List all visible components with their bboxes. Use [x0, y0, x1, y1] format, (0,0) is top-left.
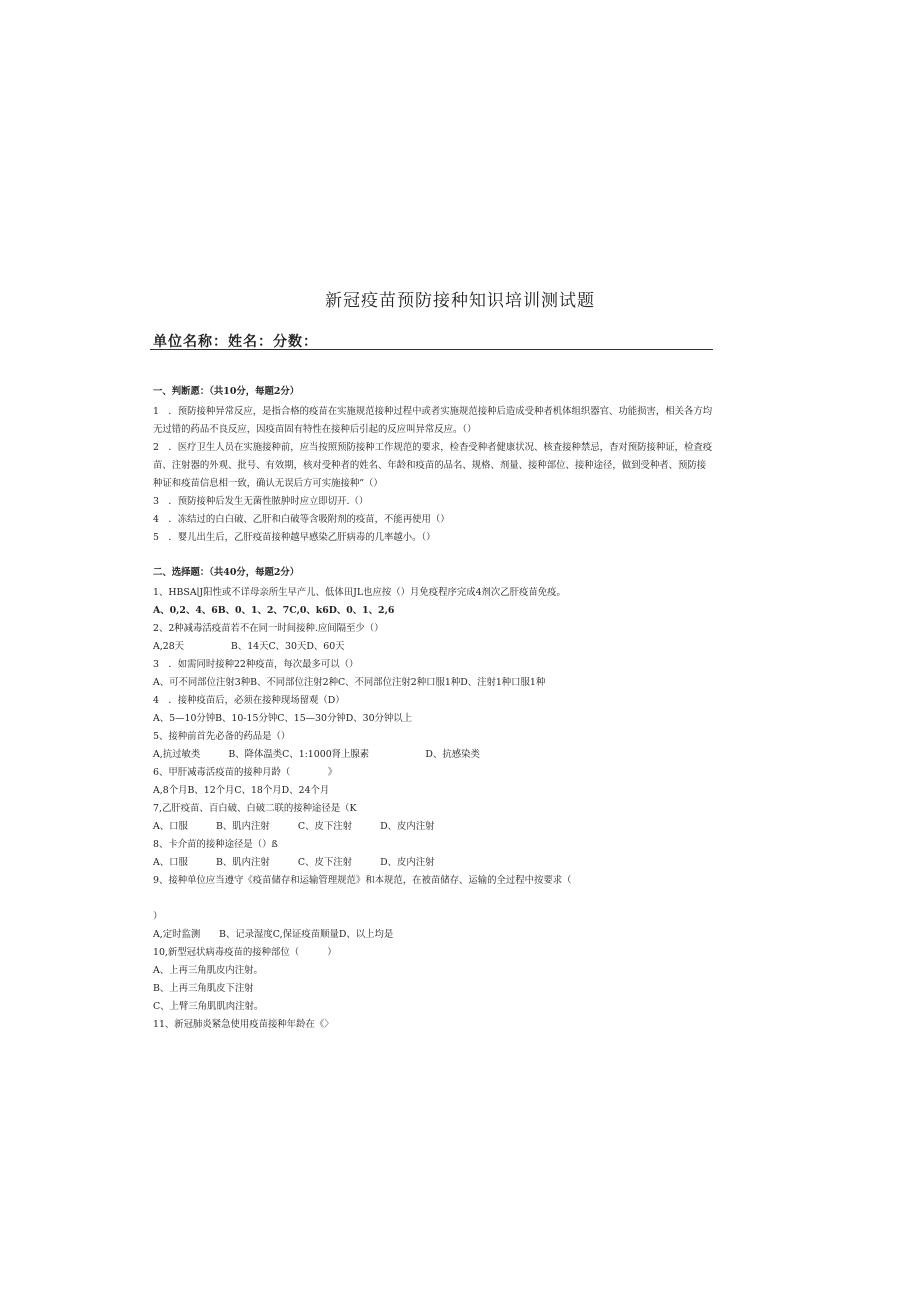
section1-heading: 一、判断愿：（共10分，每题2分）	[153, 386, 300, 397]
section1-item-3: 3 ．预防接种后发生无菌性脓肿时应立即切开.（）	[153, 496, 369, 507]
section2-line-3: 2、2种减毒活疫苗若不在同一时间接种.应间隔至少（）	[153, 623, 384, 634]
section2-line-6: A、可不同部位注射3种B、不同部位注射2种C、不同部位注射2种口服1种D、注射1种口服1种	[153, 677, 546, 688]
section2-heading: 二、选择题：（共40分，每题2分）	[153, 567, 300, 578]
section2-line-19: ）	[153, 911, 163, 922]
section2-line-7: 4 ．接种疫苗后，必须在接种现场留观（D）	[153, 695, 345, 706]
section2-line-17: 9、接种单位应当遵守《疫苗储存和运输管理规范》和本规范，在被苗储存、运输的全过程中按要求（	[153, 875, 572, 886]
section1-item-4: 4 ．冻结过的白白破、乙肝和白破等含吸附剂的疫苗，不能再使用（）	[153, 514, 450, 525]
section2-line-22: A、上再三角肌皮内注射。	[153, 965, 263, 976]
section2-line-12: A,8个月B、12个月C、18个月D、24个月	[153, 785, 330, 796]
document-title: 新冠疫苗预防接种知识培训测试题	[325, 291, 595, 311]
section2-line-4: A,28天 B、14天C、30天D、60天	[153, 641, 345, 652]
section1-item-5: 5 ．婴儿出生后，乙肝疫苗接种越早感染乙肝病毒的几率越小。（）	[153, 532, 436, 543]
section2-line-20: A,定时监测 B、记录湿度C,保证疫苗顺量D、以上均是	[153, 929, 394, 940]
section2-line-14: A、口服 B、肌内注射 C、皮下注射 D、皮内注射	[153, 821, 435, 832]
section1-item-2: 2 ．医疗卫生人员在实施接种前，应当按照预防接种工作规范的要求，检杳受种者健康状况、核査接种禁忌，杳对预防接种证，检査疫苗、注射器的外观、批号、有效期，核对受种者的姓名、年龄和疫苗的品名、规格、剂量、接种部位、接种途径，做到受种者、预防接种证和疫苗信息相一致，确认无误后方可实施接种”（）	[153, 442, 713, 489]
section-spacer	[153, 547, 713, 564]
section2-line-13: 7,乙肝疫苗、百白破、白破二联的接种途径是（K	[153, 803, 357, 814]
section2-line-21: 10,新型冠状病毒疫苗的接种部位（ ）	[153, 947, 337, 958]
section2-line-8: A、5—10分钟B、10-15分钟C、15—30分钟D、30分钟以上	[153, 713, 413, 724]
section2-line-1: 1、HBSA∣J阳性或不详母亲所生早产儿、低体田JL也应按（）月免疫程序完成4剂次乙肝疫苗免疫。	[153, 587, 566, 598]
section2-line-25: 11、新冠肺炎紧急使用疫苗接种年龄在《〉	[153, 1019, 334, 1030]
info-header: 单位名称：姓名：分数：	[153, 334, 318, 350]
section2-line-11: 6、甲肝减毒活疫苗的接种月龄（ 》	[153, 767, 338, 778]
section2-line-5: 3 ．如需同时接种22种疫苗，每次最多可以（）	[153, 659, 359, 670]
section2-line-23: B、上再三角肌皮下注射	[153, 983, 254, 994]
header-divider	[150, 349, 713, 350]
section2-line-2: A、0,2、4、6B、0、1、2、7C,0、k6D、0、1、2,6	[153, 605, 395, 616]
section2-line-9: 5、接种前首先必备的药品是（）	[153, 731, 291, 742]
section2-line-18	[153, 890, 713, 908]
section2-line-24: C、上臂三角肌肌肉注射。	[153, 1001, 264, 1012]
question-content	[153, 383, 713, 1034]
section1-item-1: 1 ．预防接种异常反应，是指合格的疫苗在实施规范接种过程中或者实施规范接种后造成受种者机体组织器官、功能损害，相关各方均无过错的药品不良反应，因疫苗固有特性在接种后引起的反应叫异常反应。（）	[153, 406, 713, 435]
section2-line-16: A、口服 B、肌内注射 C、皮下注射 D、皮内注射	[153, 857, 435, 868]
section2-line-10: A,抗过敏类 B、降体温类C、1:1000肾上腺素 D、抗感染类	[153, 749, 480, 760]
section2-line-15: 8、卡介苗的接种途径是（）ß	[153, 839, 278, 850]
